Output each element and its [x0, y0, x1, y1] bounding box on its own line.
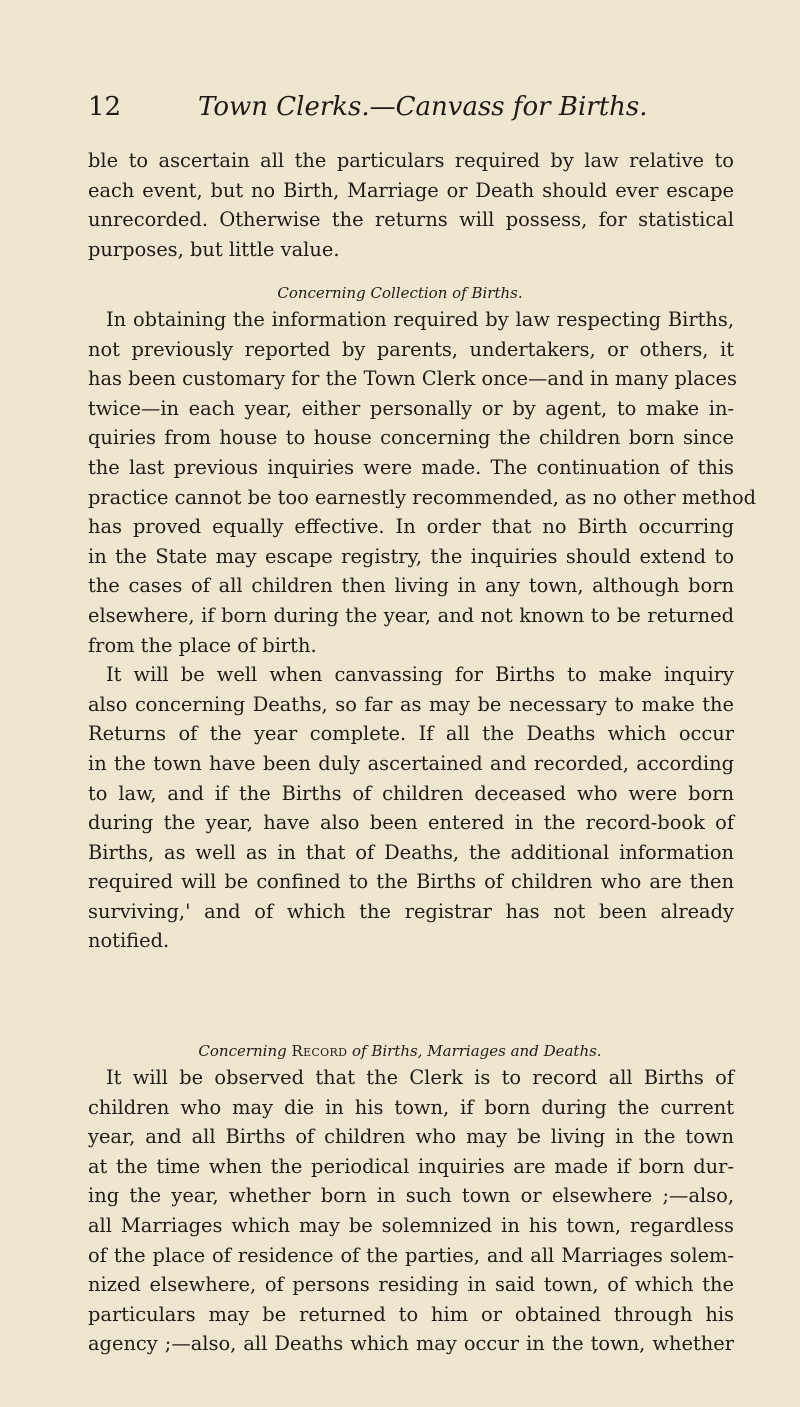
text-line: has been customary for the Town Clerk once—and in many places — [88, 367, 737, 391]
text-line: of the place of residence of the parties, and all Marriages solem- — [88, 1243, 734, 1267]
section-heading-record — [0, 1042, 800, 1060]
text-line: notified. — [88, 929, 170, 953]
text-line: not previously reported by parents, undertakers, or others, it — [88, 337, 734, 361]
intro-paragraph — [88, 146, 734, 264]
text-line: ing the year, whether born in such town or elsewhere ;—also, — [88, 1184, 734, 1208]
text-line: elsewhere, if born during the year, and not known to be returned — [88, 603, 734, 627]
section-record-body — [88, 1063, 734, 1359]
text-line: twice—in each year, either personally or by agent, to make in- — [88, 396, 734, 420]
text-line: to law, and if the Births of children deceased who were born — [88, 781, 734, 805]
text-line: agency ;—also, all Deaths which may occur in the town, whether — [88, 1332, 734, 1356]
text-line: surviving,' and of which the registrar has not been already — [88, 899, 734, 923]
text-line: It will be observed that the Clerk is to record all Births of — [106, 1066, 734, 1089]
text-line: In obtaining the information required by law respecting Births, — [106, 308, 734, 331]
text-line: in the town have been duly ascertained and recorded, according — [88, 751, 734, 775]
text-line: in the State may escape registry, the inquiries should extend to — [88, 544, 734, 568]
text-line: particulars may be returned to him or obtained through his — [88, 1302, 734, 1326]
text-line: Returns of the year complete. If all the Deaths which occur — [88, 722, 734, 746]
text-line: all Marriages which may be solemnized in his town, regardless — [88, 1213, 734, 1237]
text-line: from the place of birth. — [88, 633, 317, 657]
text-line: nized elsewhere, of persons residing in said town, of which the — [88, 1273, 734, 1297]
text-line: required will be confined to the Births of children who are then — [88, 870, 734, 894]
text-line: at the time when the periodical inquiries are made if born dur- — [88, 1154, 734, 1178]
text-line: each event, but no Birth, Marriage or Death should ever escape — [88, 178, 734, 202]
text-line: year, and all Births of children who may be living in the town — [88, 1125, 734, 1149]
text-line: Births, as well as in that of Deaths, the additional information — [88, 840, 734, 864]
text-line: quiries from house to house concerning the children born since — [88, 426, 734, 450]
page-number: 12 — [88, 92, 122, 122]
text-line: also concerning Deaths, so far as may be necessary to make the — [88, 692, 734, 716]
running-header — [88, 92, 728, 128]
text-line: unrecorded. Otherwise the returns will possess, for statistical — [88, 208, 734, 232]
heading-prefix: Concerning — [198, 1042, 287, 1060]
text-line: during the year, have also been entered in the record-book of — [88, 811, 734, 835]
text-line: children who may die in his town, if born during the current — [88, 1095, 734, 1119]
section-heading-collection: Concerning Collection of Births. — [277, 284, 523, 302]
text-line: practice cannot be too earnestly recommended, as no other method — [88, 485, 757, 509]
text-line: It will be well when canvassing for Births to make inquiry — [106, 663, 734, 687]
heading-record: Record — [291, 1042, 348, 1060]
text-line: has proved equally effective. In order that no Birth occurring — [88, 515, 734, 539]
heading-rest: Births, Marriages and Deaths. — [371, 1042, 602, 1060]
text-line: the last previous inquiries were made. The continuation of this — [88, 455, 734, 479]
text-line: the cases of all children then living in any town, although born — [88, 574, 734, 598]
running-title: Town Clerks.—Canvass for Births. — [198, 92, 648, 122]
text-line: purposes, but little value. — [88, 237, 340, 261]
section-collection-body — [88, 305, 757, 956]
text-line: ble to ascertain all the particulars required by law relative to — [88, 149, 734, 172]
heading-of: of — [351, 1042, 367, 1060]
